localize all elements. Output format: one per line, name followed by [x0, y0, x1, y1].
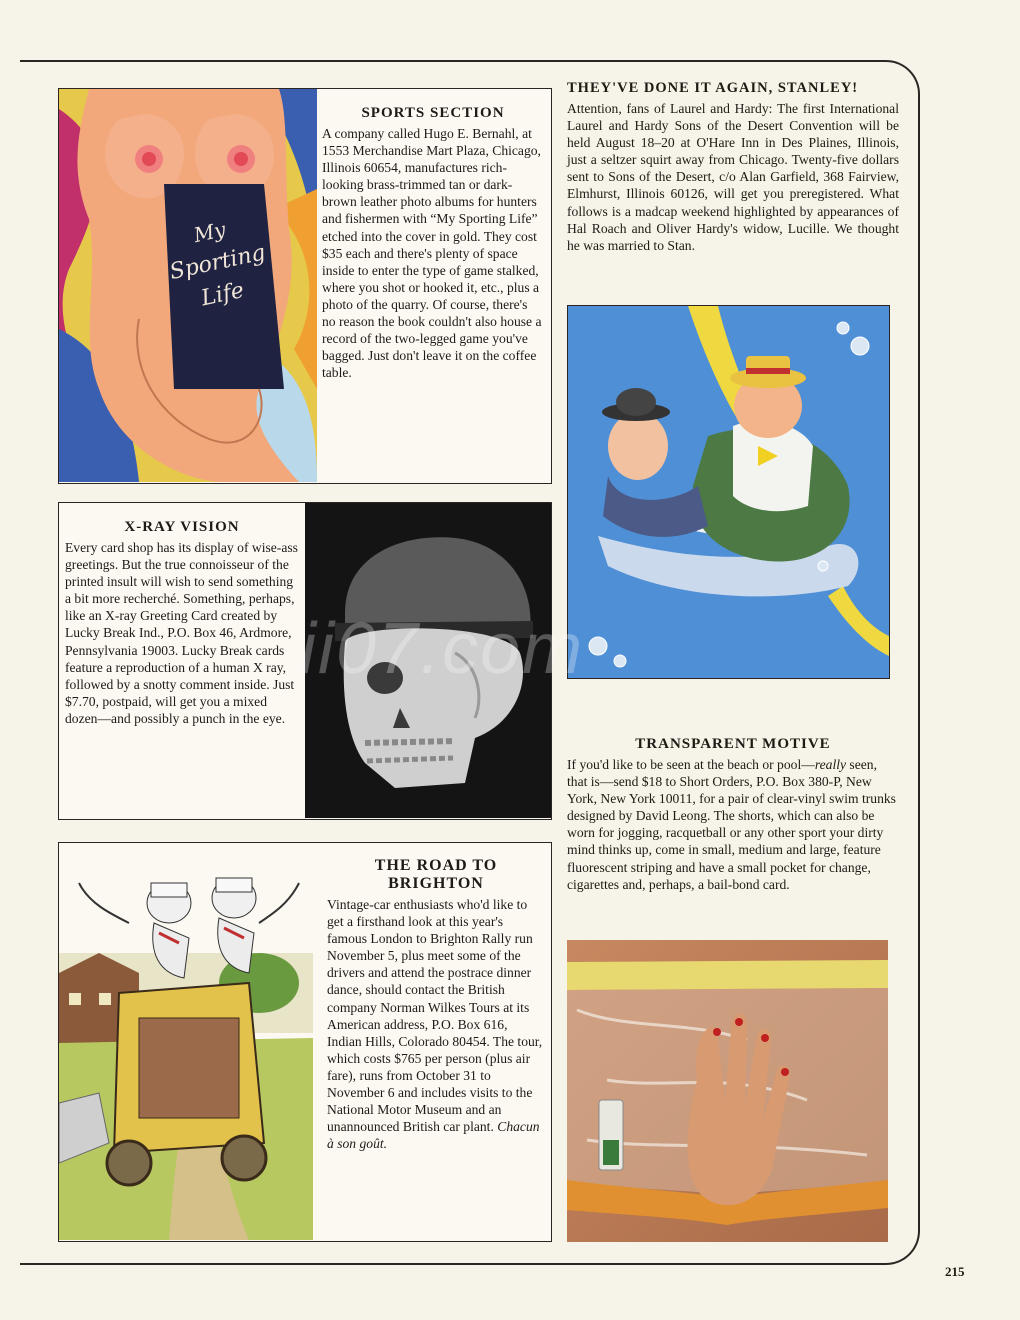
watermark: ii07.com	[300, 609, 585, 689]
sports-section-title: SPORTS SECTION	[361, 105, 505, 121]
transparent-body-post: seen, that is—send $18 to Short Orders, P.O. Box 380-P, New York, New York 10011, for a pair of clear-vinyl swim trunks designed by David Leong. The shorts, which can also be worn for jogging, racquetball or any other sport your dirty mind thinks up, come in small, medium and large, feature fluorescent striping and have a small pocket for change, cigarettes and, perhaps, a bail-bond card.	[567, 757, 896, 892]
vintage-car-art	[59, 843, 313, 1240]
xray-vision-box	[58, 502, 552, 820]
swim-trunks-art	[567, 940, 888, 1242]
brighton-title-line2: BRIGHTON	[388, 875, 484, 892]
sports-section-box	[58, 88, 552, 484]
xray-title: X-RAY VISION	[124, 519, 240, 535]
transparent-body-em: really	[814, 757, 847, 772]
sporting-life-art	[59, 89, 317, 482]
page-number: 215	[945, 1264, 965, 1279]
vintage-car-illustration	[59, 843, 313, 1240]
swim-trunks-photo	[567, 940, 888, 1242]
svg-text:My: My	[191, 217, 228, 248]
svg-text:Life: Life	[199, 277, 247, 312]
stanley-title: THEY'VE DONE IT AGAIN, STANLEY!	[567, 80, 859, 96]
transparent-body	[567, 756, 899, 893]
stanley-body: Attention, fans of Laurel and Hardy: The first International Laurel and Hardy Sons of the Desert Convention will be held August 18–20 at O'Hare Inn in Des Plaines, Illinois, just a seltzer squirt away from Chicago. Twenty-five dollars sent to Sons of the Desert, c/o Alan Garfield, 368 Fairview, Elmhurst, Illinois 60126, will get you preregistered. What follows is a madcap weekend highlighted by appearances of Hal Roach and Oliver Hardy's widow, Lucille. We thought he was married to Stan.	[567, 101, 899, 253]
road-to-brighton-box	[58, 842, 552, 1242]
brighton-body-text: Vintage-car enthusiasts who'd like to get a firsthand look at this year's famous London to Brighton Rally run November 5, plus meet some of the drivers and attend the postrace dinner dance, should contact the British company Norman Wilkes Tours at its American address, P.O. Box 616, Indian Hills, Colorado 80454. The tour, which costs $765 per person (plus air fare), runs from October 31 to November 6 and includes visits to the National Motor Museum and an unannounced British car plant.	[327, 897, 543, 1135]
xray-body: Every card shop has its display of wise-ass greetings. But the true connoisseur of the printed insult will wish to send something a bit more recherché. Something, perhaps, like an X-ray Greeting Card created by Lucky Break Ind., P.O. Box 46, Ardmore, Pennsylvania 19003. Lucky Break cards feature a reproduction of a human X ray, followed by a snotty comment inside. Just $7.70, postpaid, will get you a mixed dozen—and possibly a punch in the eye.	[65, 540, 298, 726]
brighton-body	[327, 896, 545, 1152]
xray-skull-image	[305, 503, 551, 818]
laurel-hardy-illustration	[567, 305, 890, 679]
xray-skull-art	[305, 503, 551, 818]
transparent-motive-article	[567, 736, 899, 893]
laurel-hardy-art	[568, 306, 889, 678]
brighton-title-line1: THE ROAD TO	[374, 857, 498, 874]
transparent-title: TRANSPARENT MOTIVE	[635, 736, 831, 752]
sporting-life-illustration	[59, 89, 317, 482]
brighton-body-em: Chacun à son goût.	[327, 1119, 540, 1152]
transparent-body-pre: If you'd like to be seen at the beach or pool—	[567, 757, 815, 772]
sports-section-body: A company called Hugo E. Bernahl, at 1553 Merchandise Mart Plaza, Chicago, Illinois 60654, manufactures rich-looking brass-trimmed tan or dark-brown leather photo albums for hunters and fishermen with “My Sporting Life” etched into the cover in gold. They cost $35 each and there's plenty of space inside to enter the type of game stalked, where you shot or hooked it, etc., plus a photo of the quarry. Of course, there's no reason the book couldn't also house a record of the two-legged game you've bagged. Just don't leave it on the coffee table.	[322, 126, 542, 381]
svg-text:Sporting: Sporting	[167, 240, 268, 285]
stanley-article	[567, 80, 899, 254]
